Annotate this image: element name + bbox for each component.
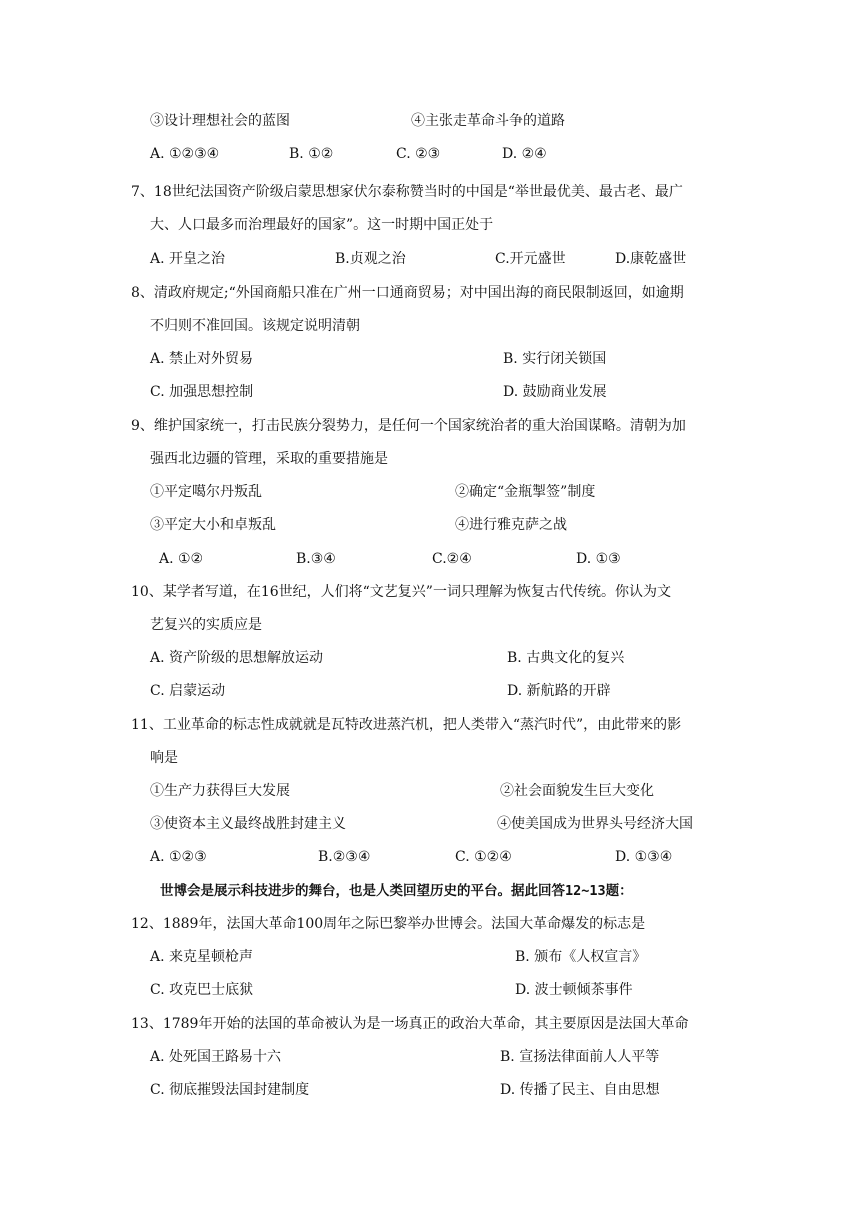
q9-items-row-2 <box>0 515 860 535</box>
q9-item-4: ④进行雅克萨之战 <box>455 517 567 533</box>
q8-option-d: D. 鼓励商业发展 <box>503 384 607 400</box>
q13-option-c: C. 彻底摧毁法国封建制度 <box>150 1082 310 1098</box>
q7-option-d: D.康乾盛世 <box>615 251 687 267</box>
q9-option-d: D. ①③ <box>576 551 621 567</box>
group-instruction: 世博会是展示科技进步的舞台，也是人类回望历史的平台。据此回答12~13题： <box>160 883 633 899</box>
q13-option-d: D. 传播了民主、自由思想 <box>500 1082 660 1098</box>
q13-option-b: B. 宣扬法律面前人人平等 <box>500 1049 660 1065</box>
q6-option-c: C. ②③ <box>396 146 441 162</box>
q9-option-a: A. ①② <box>159 551 204 567</box>
q12-option-b: B. 颁布《人权宣言》 <box>515 949 647 965</box>
q11-items-row-1 <box>0 781 860 801</box>
q9-stem-line-1: 9、维护国家统一，打击民族分裂势力，是任何一个国家统治者的重大治国谋略。清朝为加 <box>131 418 686 434</box>
q6-options-row <box>0 144 860 164</box>
q9-stem-line-2: 强西北边疆的管理，采取的重要措施是 <box>150 451 388 467</box>
q9-item-1: ①平定噶尔丹叛乱 <box>150 484 262 500</box>
q12-stem-line-1: 12、1889年，法国大革命100周年之际巴黎举办世博会。法国大革命爆发的标志是 <box>131 916 646 932</box>
q11-option-a: A. ①②③ <box>150 849 207 865</box>
q11-option-b: B.②③④ <box>318 849 371 865</box>
q9-item-2: ②确定“金瓶掣签”制度 <box>455 484 596 500</box>
q11-item-3: ③使资本主义最终战胜封建主义 <box>150 816 346 832</box>
q10-stem-line-1: 10、某学者写道，在16世纪，人们将“文艺复兴”一词只理解为恢复古代传统。你认为文 <box>131 584 671 600</box>
q9-option-b: B.③④ <box>296 551 336 567</box>
q7-stem-line-1: 7、18世纪法国资产阶级启蒙思想家伏尔泰称赞当时的中国是“举世最优美、最古老、最广 <box>131 184 683 200</box>
q13-stem-line-1: 13、1789年开始的法国的革命被认为是一场真正的政治大革命，其主要原因是法国大革命 <box>131 1016 689 1032</box>
q9-option-c: C.②④ <box>432 551 472 567</box>
q12-option-d: D. 波士顿倾茶事件 <box>515 982 633 998</box>
q12-options-row-2 <box>0 980 860 1000</box>
q11-items-row-2 <box>0 814 860 834</box>
q7-option-c: C.开元盛世 <box>495 251 566 267</box>
q7-option-b: B.贞观之治 <box>335 251 406 267</box>
q10-options-row-2 <box>0 681 860 701</box>
q12-options-row-1 <box>0 947 860 967</box>
q7-options-row <box>0 249 860 269</box>
q6-item-3: ③设计理想社会的蓝图 <box>150 113 290 129</box>
q11-item-2: ②社会面貌发生巨大变化 <box>500 783 654 799</box>
q13-options-row-2 <box>0 1080 860 1100</box>
q7-stem-line-2: 大、人口最多而治理最好的国家”。这一时期中国正处于 <box>150 217 494 233</box>
q11-stem-line-2: 响是 <box>150 750 178 766</box>
q8-stem-line-1: 8、清政府规定;“外国商船只准在广州一口通商贸易；对中国出海的商民限制返回，如逾期 <box>131 285 684 301</box>
q8-option-b: B. 实行闭关锁国 <box>503 351 607 367</box>
q10-option-d: D. 新航路的开辟 <box>507 683 611 699</box>
q11-option-c: C. ①②④ <box>455 849 512 865</box>
q11-item-4: ④使美国成为世界头号经济大国 <box>497 816 693 832</box>
q9-item-3: ③平定大小和卓叛乱 <box>150 517 276 533</box>
q6-items-row <box>0 111 860 131</box>
q11-options-row <box>0 847 860 867</box>
q9-items-row-1 <box>0 482 860 502</box>
q13-option-a: A. 处死国王路易十六 <box>150 1049 282 1065</box>
q8-options-row-2 <box>0 382 860 402</box>
q12-option-a: A. 来克星顿枪声 <box>150 949 254 965</box>
q11-option-d: D. ①③④ <box>615 849 673 865</box>
q10-option-c: C. 启蒙运动 <box>150 683 226 699</box>
q8-options-row-1 <box>0 349 860 369</box>
q11-item-1: ①生产力获得巨大发展 <box>150 783 290 799</box>
q12-option-c: C. 攻克巴士底狱 <box>150 982 254 998</box>
q6-item-4: ④主张走革命斗争的道路 <box>411 113 565 129</box>
q10-option-b: B. 古典文化的复兴 <box>507 650 625 666</box>
q13-options-row-1 <box>0 1047 860 1067</box>
q6-option-b: B. ①② <box>289 146 334 162</box>
q8-option-c: C. 加强思想控制 <box>150 384 254 400</box>
q8-stem-line-2: 不归则不准回国。该规定说明清朝 <box>150 318 360 334</box>
q10-option-a: A. 资产阶级的思想解放运动 <box>150 650 324 666</box>
q9-options-row <box>0 549 860 569</box>
q10-options-row-1 <box>0 648 860 668</box>
q8-option-a: A. 禁止对外贸易 <box>150 351 254 367</box>
q6-option-d: D. ②④ <box>502 146 547 162</box>
q6-option-a: A. ①②③④ <box>150 146 220 162</box>
q7-option-a: A. 开皇之治 <box>150 251 226 267</box>
q11-stem-line-1: 11、工业革命的标志性成就就是瓦特改进蒸汽机，把人类带入“蒸汽时代”，由此带来的影 <box>131 717 682 733</box>
q10-stem-line-2: 艺复兴的实质应是 <box>150 617 262 633</box>
